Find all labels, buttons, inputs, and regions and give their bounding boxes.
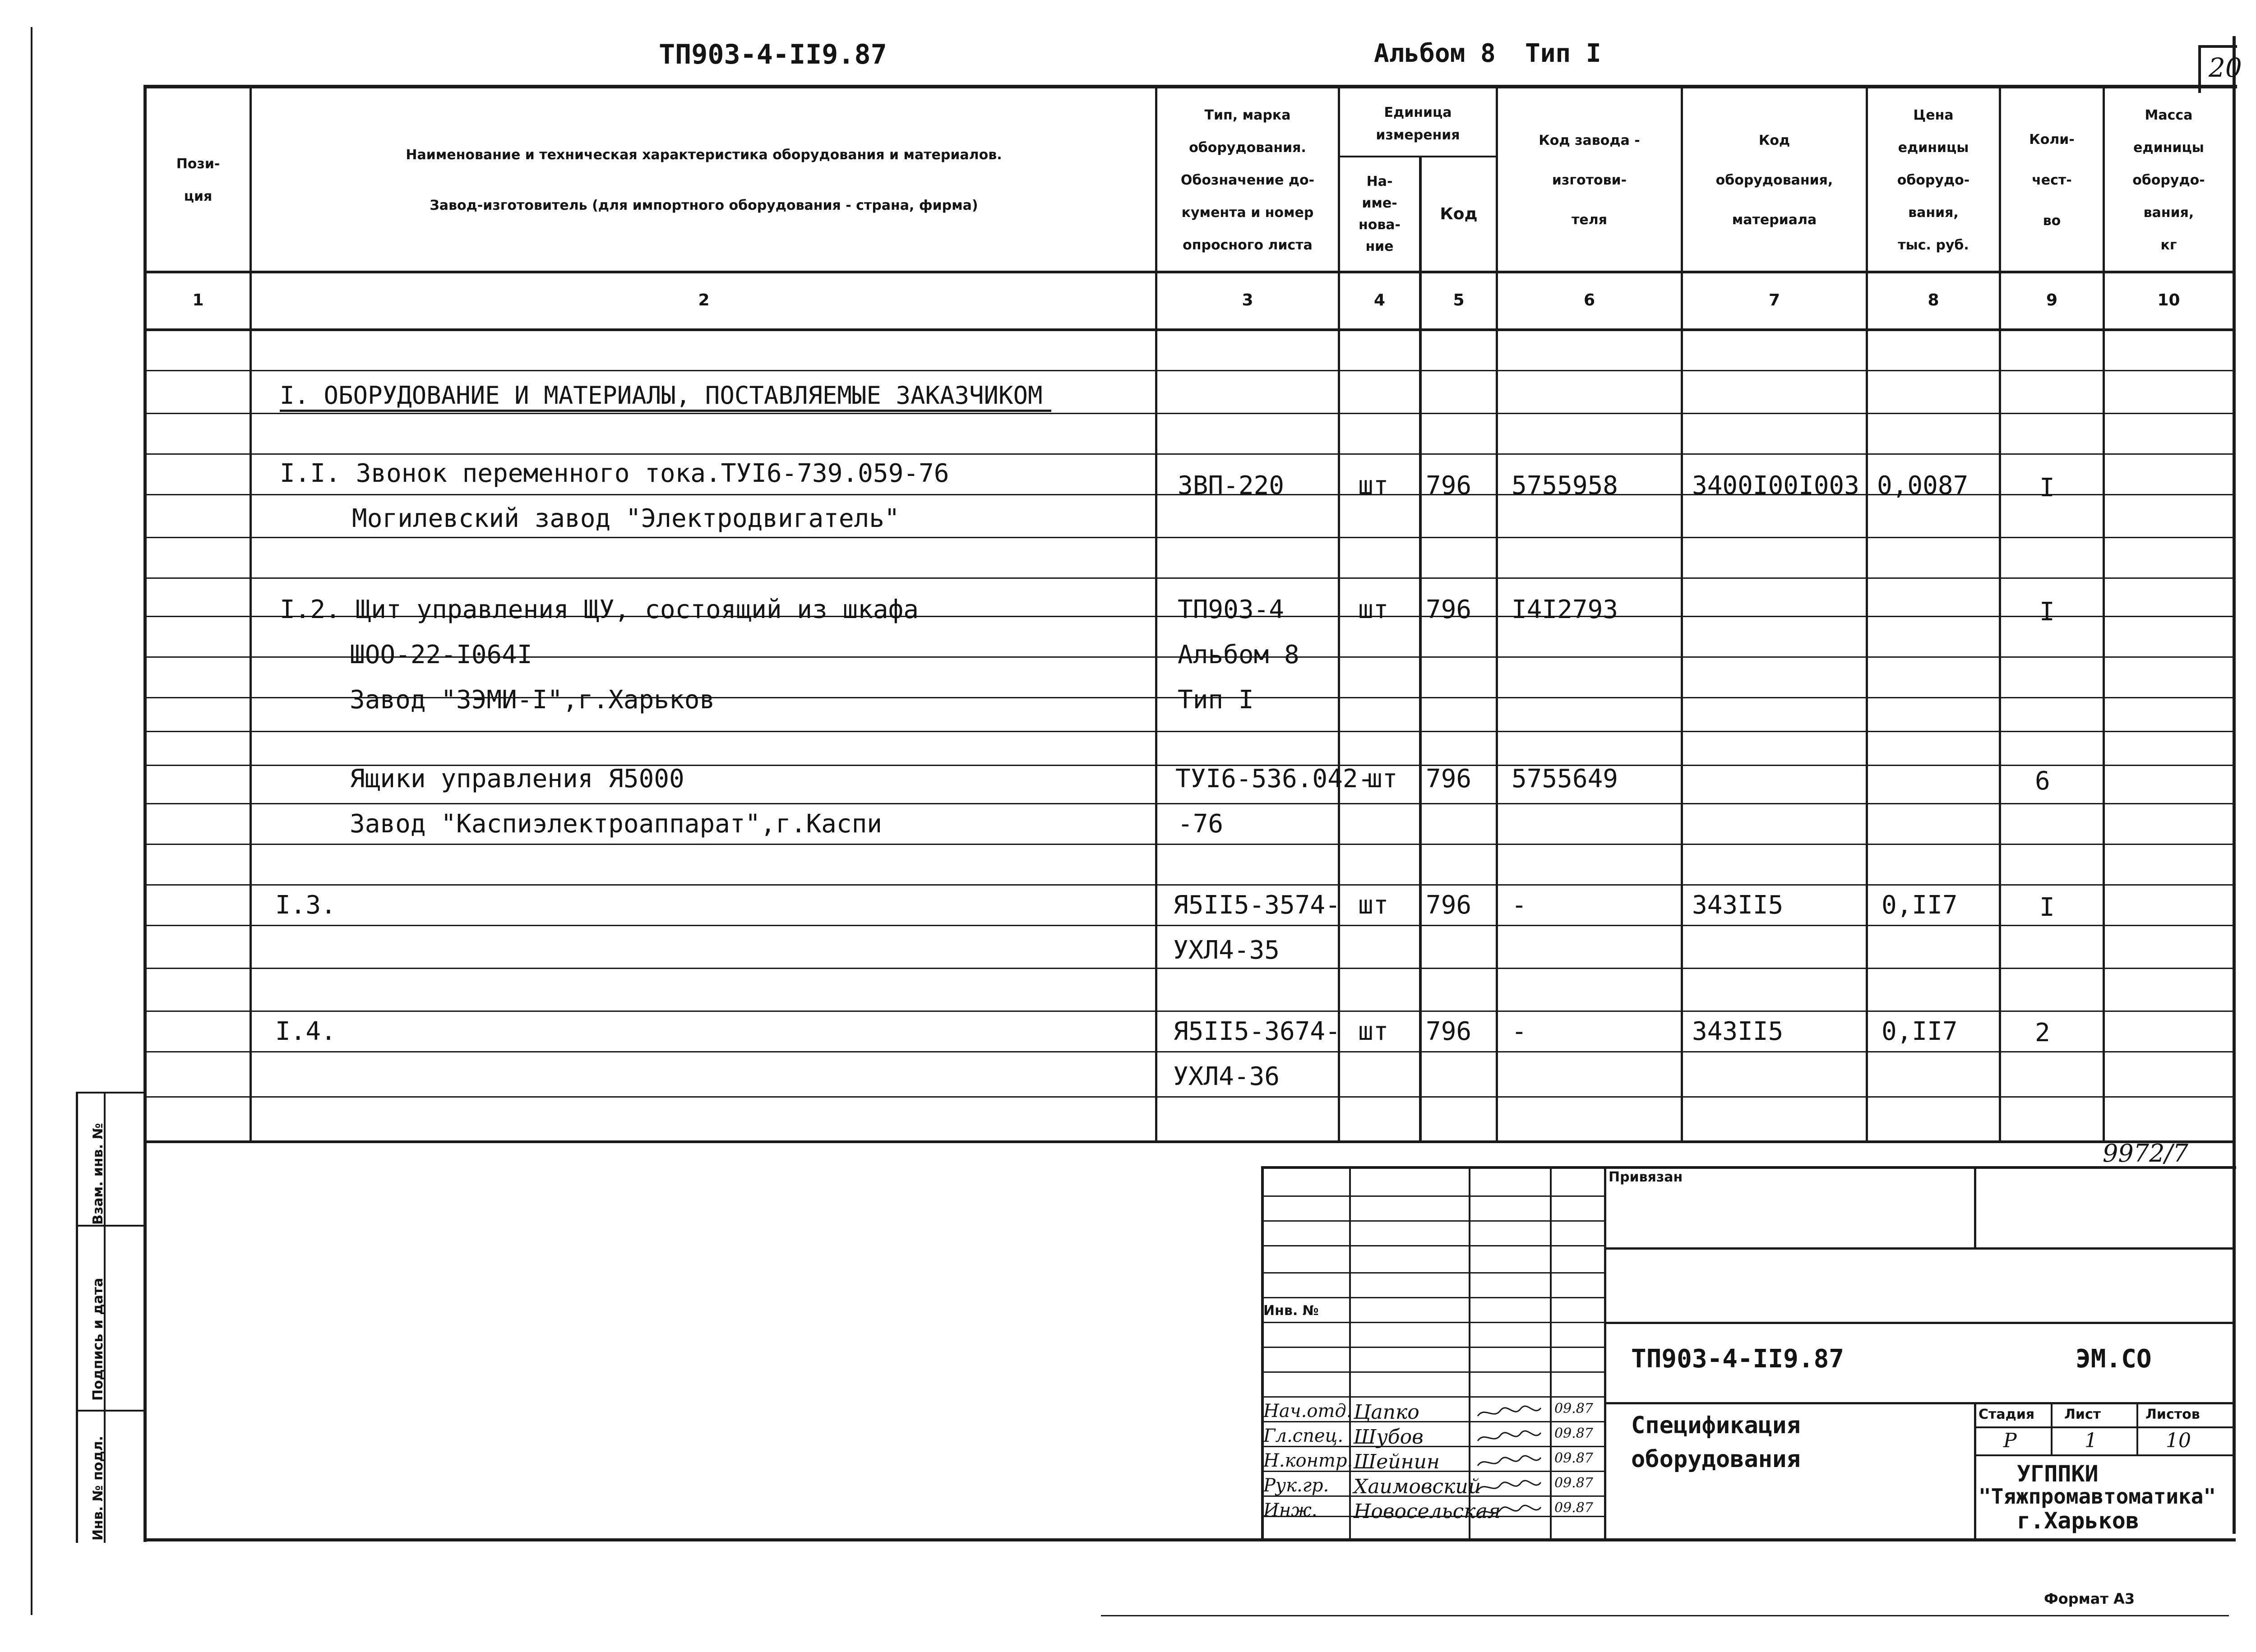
inv-label: Инв. № <box>1263 1303 1319 1319</box>
row-7-name: Завод "Каспиэлектроаппарат",г.Каспи <box>350 809 883 839</box>
handwritten-signature <box>1475 1429 1543 1445</box>
side-label-inv-podl: Инв. № подл. <box>90 1435 106 1541</box>
row-8-qty: I <box>2039 893 2055 922</box>
handwritten-signature <box>1475 1504 1543 1520</box>
section-title: I. ОБОРУДОВАНИЕ И МАТЕРИАЛЫ, ПОСТАВЛЯЕМЫЕ ЗАКАЗЧИКОМ <box>280 381 1043 410</box>
signature-name: Цапко <box>1354 1401 1419 1424</box>
row-10-plant-code: - <box>1512 1017 1527 1046</box>
stamp-vline-1 <box>1349 1166 1351 1538</box>
row-1-unit: шт <box>1358 471 1389 500</box>
stamp-hline-code <box>1604 1322 2233 1324</box>
stamp-hline-stage2 <box>1974 1454 2233 1456</box>
table-row-line <box>143 844 2236 845</box>
table-row-line <box>143 577 2236 579</box>
outer-left-line <box>31 27 32 1615</box>
signature-date: 09.87 <box>1554 1475 1593 1491</box>
stamp-row-line <box>1261 1371 1606 1373</box>
row-10-unit-code: 796 <box>1426 1017 1472 1046</box>
stamp-doc-code: ТП903-4-II9.87 <box>1631 1344 1845 1374</box>
privyazan-label: Привязан <box>1609 1169 1683 1185</box>
sheets-value: 10 <box>2166 1429 2191 1452</box>
stamp-vline-8 <box>2136 1402 2138 1455</box>
row-6-plant-code: 5755649 <box>1512 764 1618 794</box>
col-header-unit-code: Код <box>1440 205 1478 223</box>
stamp-title-1: Спецификация <box>1631 1412 1801 1439</box>
table-left-line <box>143 85 147 1542</box>
colnum-6: 6 <box>1583 291 1595 309</box>
signature-role: Нач.отд. <box>1263 1401 1352 1421</box>
row-8-plant-code: - <box>1512 891 1527 920</box>
stamp-hline-privyazan <box>1604 1247 2233 1250</box>
col-header-mass: Масса единицы оборудо- вания, кг <box>2132 107 2205 253</box>
handwritten-ref: 9972/7 <box>2103 1139 2188 1167</box>
table-top-line <box>143 85 2237 88</box>
colnum-1: 1 <box>192 291 204 309</box>
table-row-line <box>143 1051 2236 1052</box>
side-strip-div1 <box>76 1225 146 1227</box>
col-header-type: Тип, марка оборудования. Обозначение до- кумента и номер опросного листа <box>1180 107 1315 253</box>
row-3-qty: I <box>2039 597 2055 627</box>
side-strip-top <box>76 1092 146 1094</box>
row-10-name: I.4. <box>275 1017 336 1046</box>
row-1-price: 0,0087 <box>1877 471 1969 500</box>
stamp-row-line <box>1261 1195 1606 1197</box>
table-row-line <box>143 1011 2236 1012</box>
signature-name: Хаимовский <box>1354 1475 1481 1498</box>
row-1-unit-code: 796 <box>1426 471 1472 500</box>
stamp-mark: ЭМ.СО <box>2076 1344 2152 1374</box>
row-10-unit: шт <box>1358 1017 1389 1046</box>
section-title-underline <box>280 410 1051 412</box>
row-5-name: Завод "ЗЭМИ-I",г.Харьков <box>350 685 715 715</box>
row-4-name: ШОО-22-I064I <box>350 640 532 669</box>
table-row-line <box>143 803 2236 804</box>
format-label: Формат А3 <box>2044 1590 2135 1607</box>
side-strip-left <box>76 1092 78 1543</box>
colnum-9: 9 <box>2046 291 2058 309</box>
col-line-1 <box>250 85 252 1143</box>
row-1-qty: I <box>2039 473 2055 503</box>
stamp-vline-6 <box>1974 1402 1976 1538</box>
row-10-qty: 2 <box>2035 1018 2050 1047</box>
colnum-2: 2 <box>698 291 710 309</box>
row-3-plant-code: I4I2793 <box>1512 595 1618 624</box>
colnum-5: 5 <box>1453 291 1465 309</box>
col-header-name: Наименование и техническая характеристика оборудования и материалов. Завод-изготовитель (для импортного оборудования - страна, фирма) <box>406 147 1002 213</box>
org-line-2: "Тяжпромавтоматика" <box>1979 1484 2216 1509</box>
row-6-unit: шт <box>1367 764 1398 794</box>
sheets-label: Листов <box>2145 1407 2200 1422</box>
stamp-row-line <box>1261 1272 1606 1274</box>
sheet-value: 1 <box>2085 1429 2097 1452</box>
signature-date: 09.87 <box>1554 1401 1593 1417</box>
row-10-price: 0,II7 <box>1882 1017 1958 1046</box>
row-8-unit-code: 796 <box>1426 891 1472 920</box>
stage-value: Р <box>2003 1429 2017 1452</box>
stamp-vline-5 <box>1974 1166 1976 1247</box>
row-8-name: I.3. <box>275 891 336 920</box>
signature-date: 09.87 <box>1554 1450 1593 1466</box>
header-bottom-line <box>143 271 2236 273</box>
signature-role: Гл.спец. <box>1263 1426 1344 1446</box>
doc-number-top: ТП903-4-II9.87 <box>659 39 887 70</box>
stamp-row-line <box>1261 1347 1606 1348</box>
row-6-name: Ящики управления Я5000 <box>350 764 684 794</box>
side-label-podpis: Подпись и дата <box>90 1278 106 1401</box>
table-row-line <box>143 413 2236 414</box>
row-7-type: -76 <box>1178 809 1224 839</box>
signature-date: 09.87 <box>1554 1500 1593 1516</box>
row-3-type: ТП903-4 <box>1178 595 1285 624</box>
row-1-type: ЗВП-220 <box>1178 471 1285 500</box>
album-label: Альбом 8 <box>1374 39 1496 68</box>
table-row-line <box>143 453 2236 455</box>
row-2-name: Могилевский завод "Электродвигатель" <box>352 504 900 533</box>
stamp-row-line <box>1261 1396 1606 1398</box>
row-10-type: Я5II5-3674- <box>1173 1017 1341 1046</box>
col-header-unit-group: Единица измерения <box>1376 105 1460 143</box>
stage-label: Стадия <box>1979 1407 2035 1422</box>
stamp-row-line <box>1261 1297 1606 1298</box>
row-10-equip-code: 343II5 <box>1692 1017 1784 1046</box>
handwritten-signature <box>1475 1454 1543 1470</box>
table-row-line <box>143 370 2236 371</box>
table-row-line <box>143 884 2236 886</box>
stamp-title-2: оборудования <box>1631 1446 1801 1473</box>
type-label: Тип I <box>1525 39 1601 68</box>
signature-name: Шубов <box>1354 1426 1424 1449</box>
stamp-row-line <box>1261 1220 1606 1222</box>
row-6-qty: 6 <box>2035 766 2050 796</box>
colnum-4: 4 <box>1373 291 1386 309</box>
row-1-equip-code: 3400I00I003 <box>1692 471 1859 500</box>
sheet-number: 20 <box>2209 52 2242 83</box>
row-6-type: ТУI6-536.042- <box>1175 764 1373 794</box>
row-4-type: Альбом 8 <box>1178 640 1299 669</box>
colnum-7: 7 <box>1768 291 1780 309</box>
stamp-vline-7 <box>2051 1402 2053 1455</box>
signature-role: Рук.гр. <box>1263 1475 1329 1496</box>
col-header-qty: Коли- чест- во <box>2029 132 2075 229</box>
row-1-name: I.I. Звонок переменного тока.ТУI6-739.059-76 <box>280 459 949 488</box>
table-bottom-line <box>143 1140 2236 1143</box>
signature-role: Н.контр. <box>1263 1450 1353 1471</box>
signature-date: 09.87 <box>1554 1426 1593 1441</box>
col-header-position: Пози- ция <box>176 156 220 204</box>
row-9-type: УХЛ4-35 <box>1173 936 1280 965</box>
stamp-hline-stage1 <box>1974 1426 2233 1428</box>
colnum-bottom-line <box>143 328 2236 331</box>
handwritten-signature <box>1475 1404 1543 1421</box>
row-3-unit-code: 796 <box>1426 595 1472 624</box>
table-row-line <box>143 968 2236 969</box>
colnum-10: 10 <box>2157 291 2180 309</box>
signature-name: Новосельская <box>1354 1500 1501 1523</box>
row-8-equip-code: 343II5 <box>1692 891 1784 920</box>
colnum-3: 3 <box>1242 291 1253 309</box>
side-strip-div2 <box>76 1410 146 1412</box>
row-6-unit-code: 796 <box>1426 764 1472 794</box>
col-header-unit-name: На- име- нова- ние <box>1358 174 1401 254</box>
stamp-row-line <box>1261 1322 1606 1323</box>
col-header-equip-code: Код оборудования, материала <box>1715 133 1833 228</box>
colnum-8: 8 <box>1928 291 1939 309</box>
org-line-3: г.Харьков <box>2017 1508 2139 1534</box>
unit-group-line <box>1338 156 1496 157</box>
stamp-vline-3 <box>1550 1166 1552 1538</box>
side-label-vzam: Взам. инв. № <box>90 1123 106 1225</box>
signature-role: Инж. <box>1263 1500 1318 1521</box>
row-8-type: Я5II5-3574- <box>1173 891 1341 920</box>
row-3-unit: шт <box>1358 595 1389 624</box>
row-3-name: I.2. Щит управления ЩУ, состоящий из шкафа <box>280 595 919 624</box>
sheet-label: Лист <box>2064 1407 2101 1422</box>
handwritten-signature <box>1475 1479 1543 1495</box>
bottom-scan-line <box>1101 1615 2229 1616</box>
signature-name: Шейнин <box>1354 1450 1440 1473</box>
row-8-unit: шт <box>1358 891 1389 920</box>
col-header-price: Цена единицы оборудо- вания, тыс. руб. <box>1897 107 1970 253</box>
row-1-plant-code: 5755958 <box>1512 471 1618 500</box>
table-row-line <box>143 925 2236 926</box>
stamp-hline-title <box>1604 1402 2233 1404</box>
stamp-row-line <box>1261 1245 1606 1246</box>
row-11-type: УХЛ4-36 <box>1173 1062 1280 1091</box>
table-row-line <box>143 731 2236 732</box>
stamp-vline-4 <box>1604 1166 1606 1538</box>
row-5-type: Тип I <box>1178 685 1254 715</box>
row-8-price: 0,II7 <box>1882 891 1958 920</box>
table-row-line <box>143 537 2236 538</box>
table-row-line <box>143 1096 2236 1098</box>
col-header-plant-code: Код завода - изготови- теля <box>1539 133 1640 228</box>
org-line-1: УГППКИ <box>2017 1461 2099 1487</box>
